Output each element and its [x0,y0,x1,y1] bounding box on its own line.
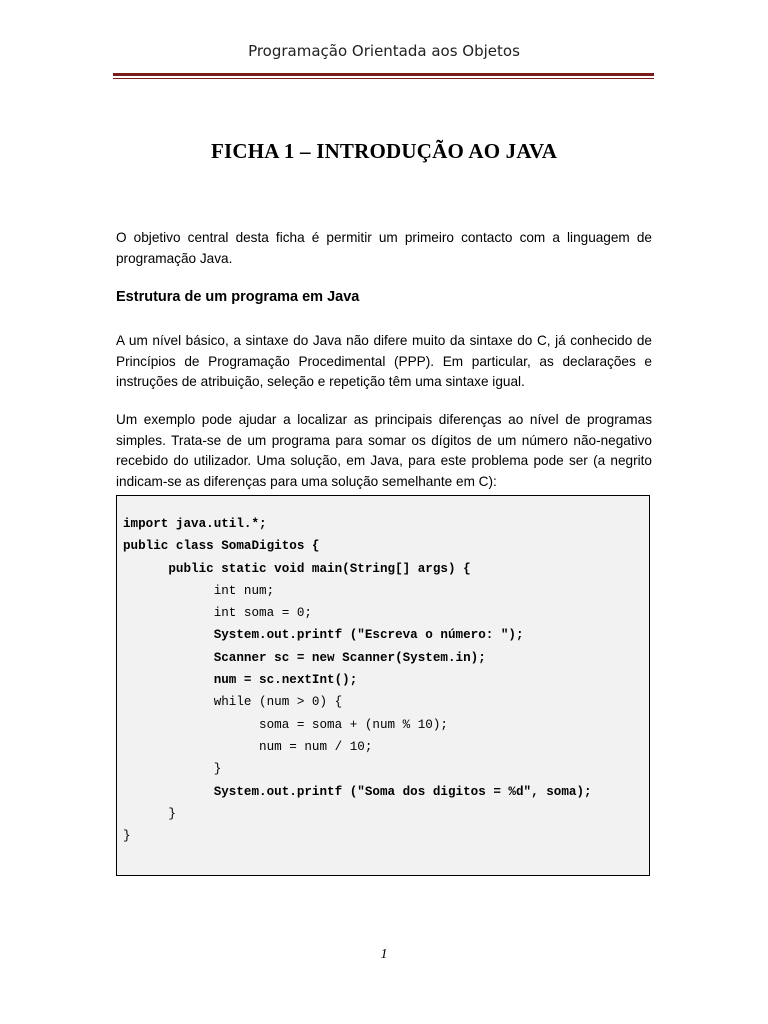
code-line: soma = soma + (num % 10); [123,717,448,732]
code-line: System.out.printf ("Escreva o número: "); [123,628,524,643]
page-number: 1 [380,947,388,962]
code-listing [116,495,650,876]
code-lines [123,513,592,847]
code-line: num = sc.nextInt(); [123,673,358,688]
section-heading: Estrutura de um programa em Java [116,289,360,305]
header-rule-thick [113,73,654,76]
code-line: int num; [123,583,275,598]
code-line: public class SomaDigitos { [123,539,320,554]
code-line: } [123,762,222,777]
running-header: Programação Orientada aos Objetos [248,42,520,60]
syntax-paragraph: A um nível básico, a sintaxe do Java não difere muito da sintaxe do C, já conhecido de Princípios de Programação Procedimental (PPP). Em particular, as declarações e instruções de atribuição, seleção e repetição têm uma sintaxe igual. [116,333,652,389]
code-line: while (num > 0) { [123,695,343,710]
intro-paragraph: O objetivo central desta ficha é permitir um primeiro contacto com a linguagem de programação Java. [116,230,652,266]
code-line: } [123,806,176,821]
code-line: import java.util.*; [123,517,267,531]
document-title: FICHA 1 – INTRODUÇÃO AO JAVA [210,139,558,163]
code-line: public static void main(String[] args) { [123,561,471,576]
code-line: num = num / 10; [123,739,373,754]
code-line: } [123,829,131,844]
example-paragraph: Um exemplo pode ajudar a localizar as principais diferenças ao nível de programas simples. Trata-se de um programa para somar os dígitos de um número não-negativo recebido do utilizador. Uma solução, em Java, para este problema pode ser (a negrito indicam-se as diferenças para uma solução semelhante em C): [116,412,652,489]
code-line: System.out.printf ("Soma dos digitos = %d", soma); [123,784,592,799]
code-line: Scanner sc = new Scanner(System.in); [123,650,486,665]
header-rule-thin [113,78,654,79]
code-line: int soma = 0; [123,606,312,621]
